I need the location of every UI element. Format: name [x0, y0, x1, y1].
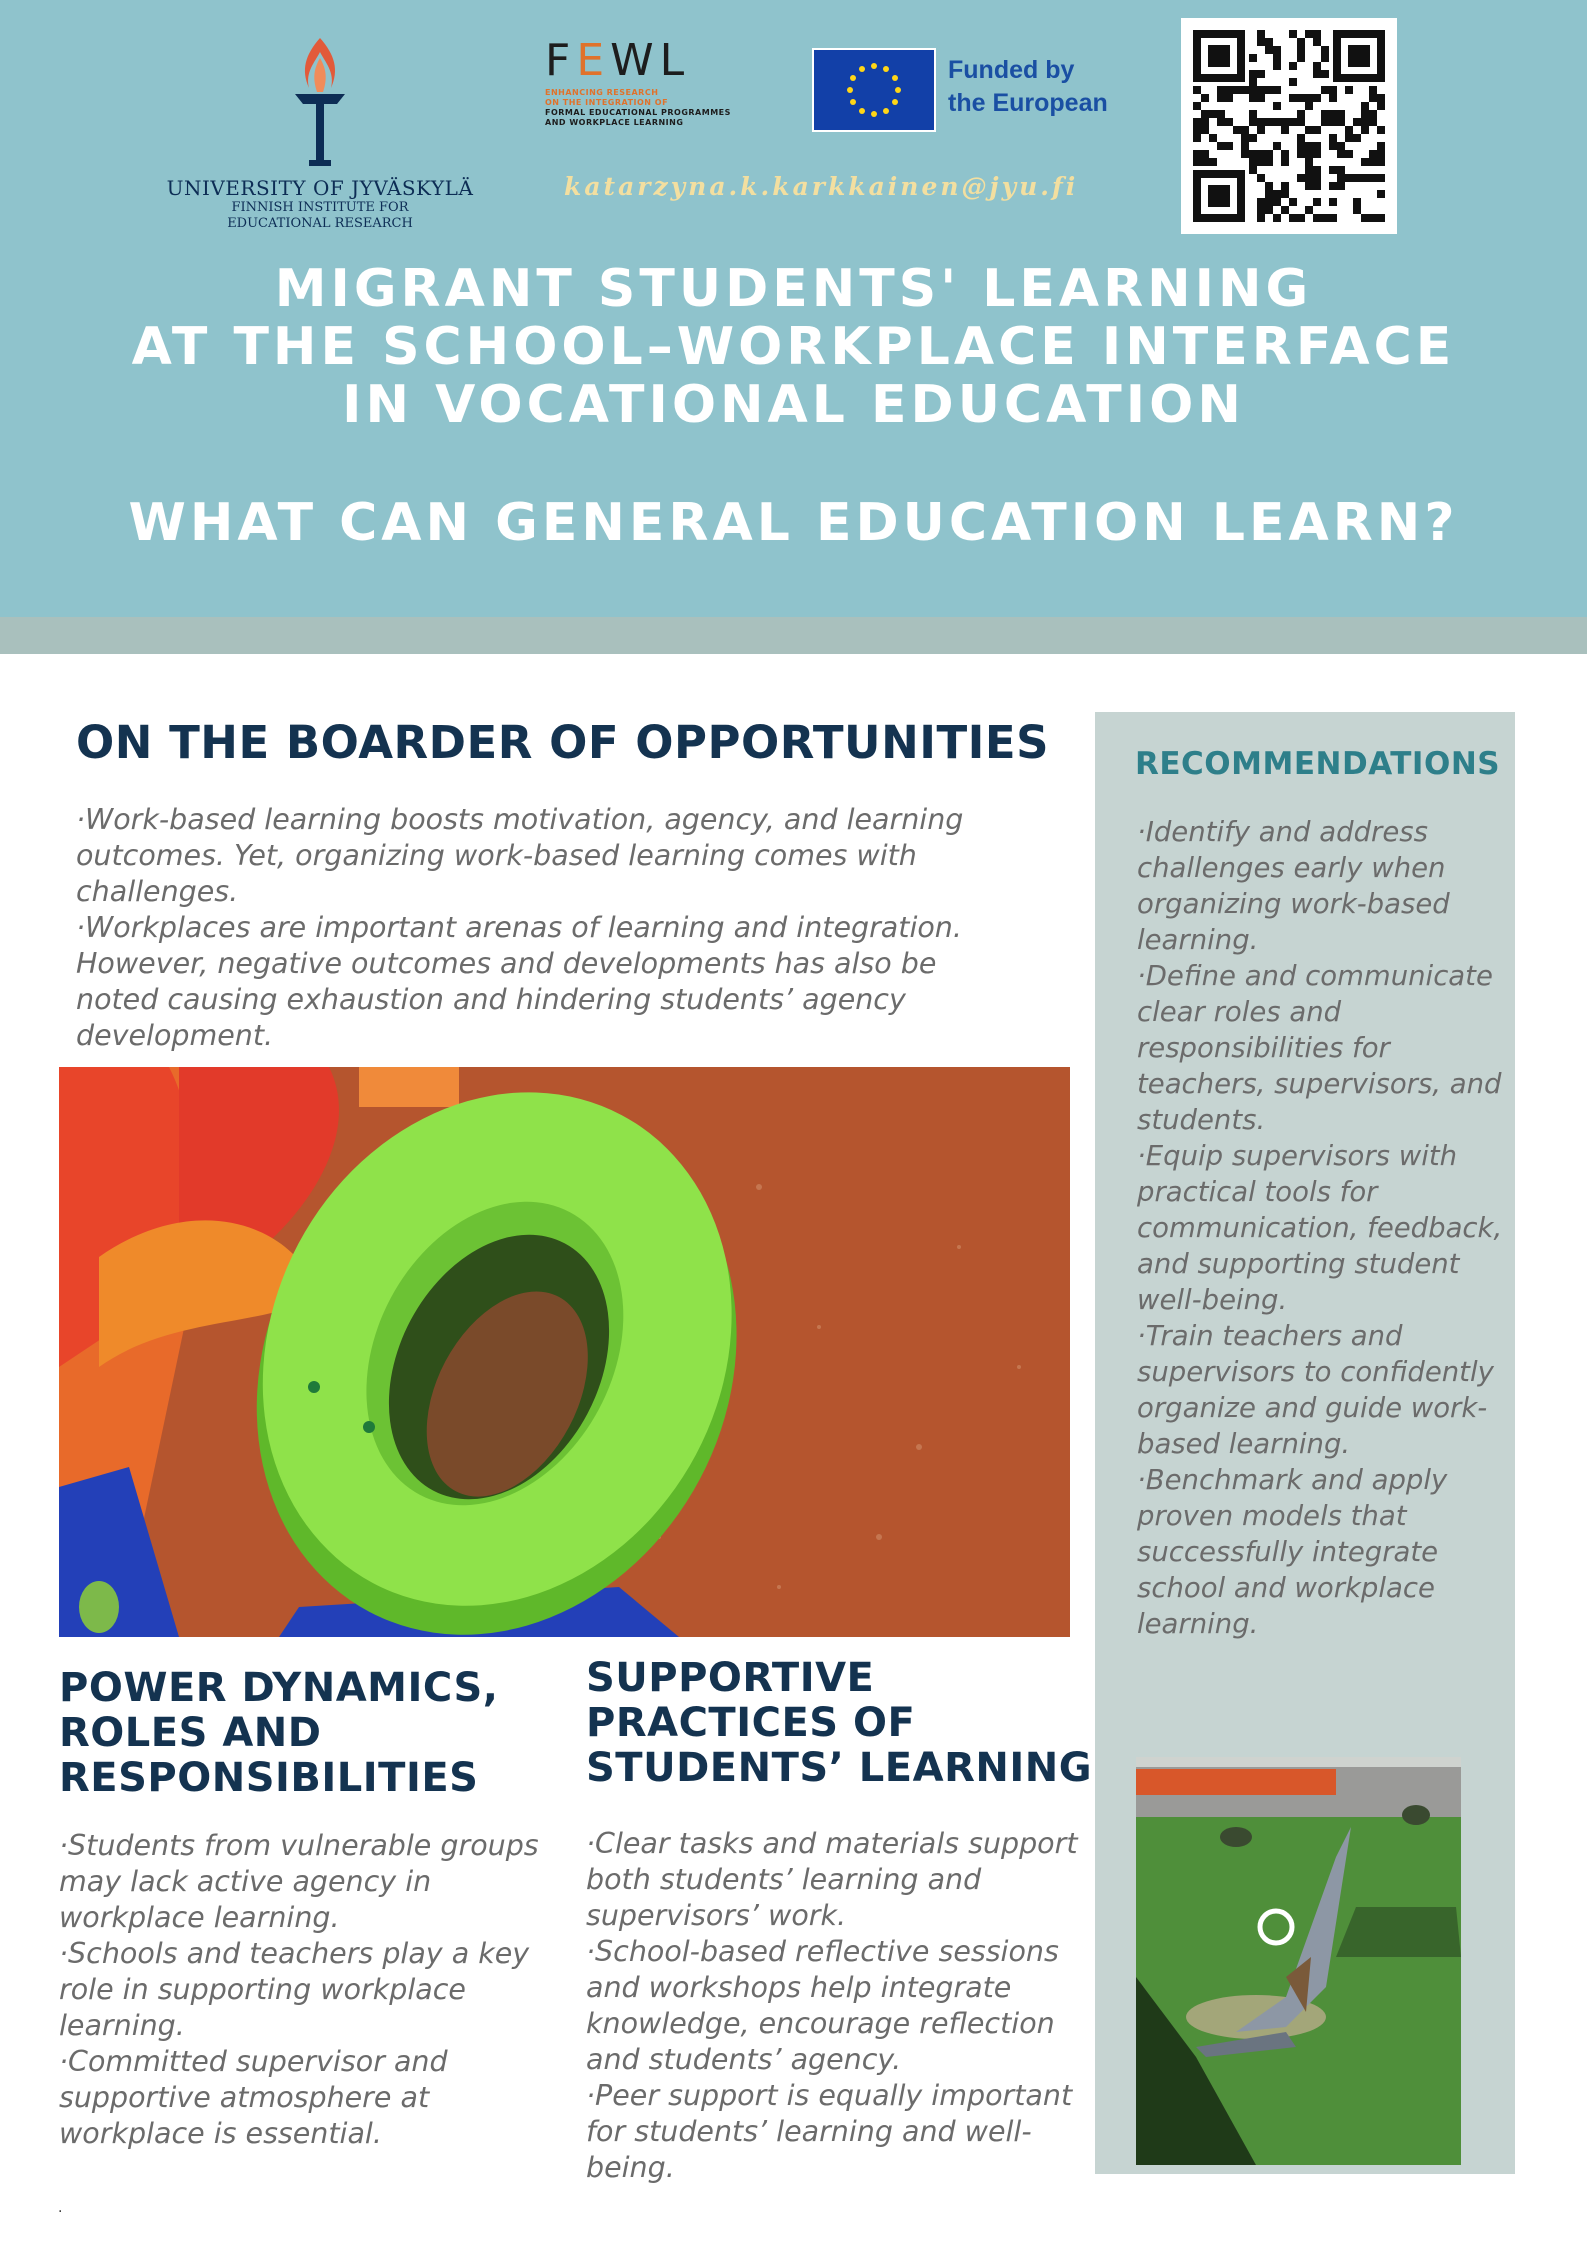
recommendation-item: ·Train teachers and supervisors to confidently organize and guide work-based learning.: [1137, 1320, 1494, 1460]
supportive-practices-list: [586, 1826, 1086, 2186]
fewl-title: FEWL: [545, 35, 691, 86]
power-heading-line2: ROLES AND: [59, 1710, 322, 1756]
eu-text-line1: Funded by: [948, 56, 1075, 84]
poster-subtitle: WHAT CAN GENERAL EDUCATION LEARN?: [128, 493, 1459, 553]
title-line2: AT THE SCHOOL–WORKPLACE INTERFACE: [131, 317, 1456, 377]
power-item: ·Committed supervisor and supportive atmosphere at workplace is essential.: [59, 2045, 448, 2150]
fewl-sub-line3: FORMAL EDUCATIONAL PROGRAMMES: [545, 108, 731, 117]
recommendations-panel: [1095, 712, 1515, 2174]
power-dynamics-list: [59, 1828, 559, 2152]
torch-icon: [275, 30, 365, 170]
supportive-heading-line3: STUDENTS’ LEARNING: [586, 1745, 1093, 1791]
title-line3: IN VOCATIONAL EDUCATION: [342, 375, 1245, 435]
opportunities-paragraph-1: ·Work-based learning boosts motivation, agency, and learning outcomes. Yet, organizing work-based learning comes with challenges.: [76, 803, 964, 908]
power-item: ·Students from vulnerable groups may lack active agency in workplace learning.: [59, 1829, 539, 1934]
qr-code-icon[interactable]: [1181, 18, 1397, 234]
recommendation-item: ·Identify and address challenges early when organizing work-based learning.: [1137, 816, 1450, 956]
opportunities-heading: ON THE BOARDER OF OPPORTUNITIES: [76, 716, 1050, 769]
university-name: UNIVERSITY OF JYVÄSKYLÄ: [166, 176, 474, 200]
contact-email[interactable]: katarzyna.k.karkkainen@jyu.fi: [564, 172, 1079, 201]
recommendation-item: ·Define and communicate clear roles and responsibilities for teachers, supervisors, and students.: [1137, 960, 1502, 1136]
opportunities-text: [76, 802, 1016, 1054]
supportive-item: ·School-based reflective sessions and workshops help integrate knowledge, encourage reflection and students’ agency.: [586, 1935, 1059, 2076]
eu-funding-logo: [812, 48, 1142, 132]
playground-sculpture-photo: [1136, 1757, 1461, 2165]
university-institute-line2: EDUCATIONAL RESEARCH: [227, 216, 413, 231]
university-institute-line1: FINNISH INSTITUTE FOR: [231, 200, 409, 215]
title-line1: MIGRANT STUDENTS' LEARNING: [274, 259, 1313, 319]
opportunities-paragraph-2: ·Workplaces are important arenas of learning and integration. However, negative outcomes and developments has also be noted causing exhaustion and hindering students’ agency development.: [76, 911, 962, 1052]
fewl-sub-line1: ENHANCING RESEARCH: [545, 88, 659, 97]
eu-text-line2: the European: [948, 89, 1108, 117]
supportive-heading-line2: PRACTICES OF: [586, 1700, 916, 1746]
recommendations-heading: RECOMMENDATIONS: [1135, 746, 1501, 782]
eu-flag-icon: [812, 48, 936, 132]
fewl-sub-line2: ON THE INTEGRATION OF: [545, 98, 669, 107]
header-divider-band: [0, 617, 1587, 654]
supportive-item: ·Peer support is equally important for students’ learning and well-being.: [586, 2079, 1073, 2184]
university-logo: [160, 30, 480, 232]
fewl-sub-line4: AND WORKPLACE LEARNING: [545, 118, 684, 127]
recommendation-item: ·Equip supervisors with practical tools for communication, feedback, and supporting student well-being.: [1137, 1140, 1503, 1316]
fewl-logo: [545, 35, 775, 128]
fewl-subtitle: [545, 88, 775, 128]
eu-funding-text: [948, 54, 1108, 120]
power-item: ·Schools and teachers play a key role in supporting workplace learning.: [59, 1937, 530, 2042]
power-heading-line3: RESPONSIBILITIES: [59, 1755, 479, 1801]
poster-title: [0, 260, 1587, 434]
recommendations-list: [1137, 814, 1507, 1642]
supportive-practices-heading: [586, 1656, 1106, 1791]
supportive-item: ·Clear tasks and materials support both students’ learning and supervisors’ work.: [586, 1827, 1078, 1932]
footer-mark: .: [58, 2200, 63, 2216]
playground-ring-photo: [59, 1067, 1070, 1637]
supportive-heading-line1: SUPPORTIVE: [586, 1655, 875, 1701]
power-dynamics-heading: [59, 1666, 579, 1801]
power-heading-line1: POWER DYNAMICS,: [59, 1665, 499, 1711]
recommendation-item: ·Benchmark and apply proven models that successfully integrate school and workplace learning.: [1137, 1464, 1448, 1640]
